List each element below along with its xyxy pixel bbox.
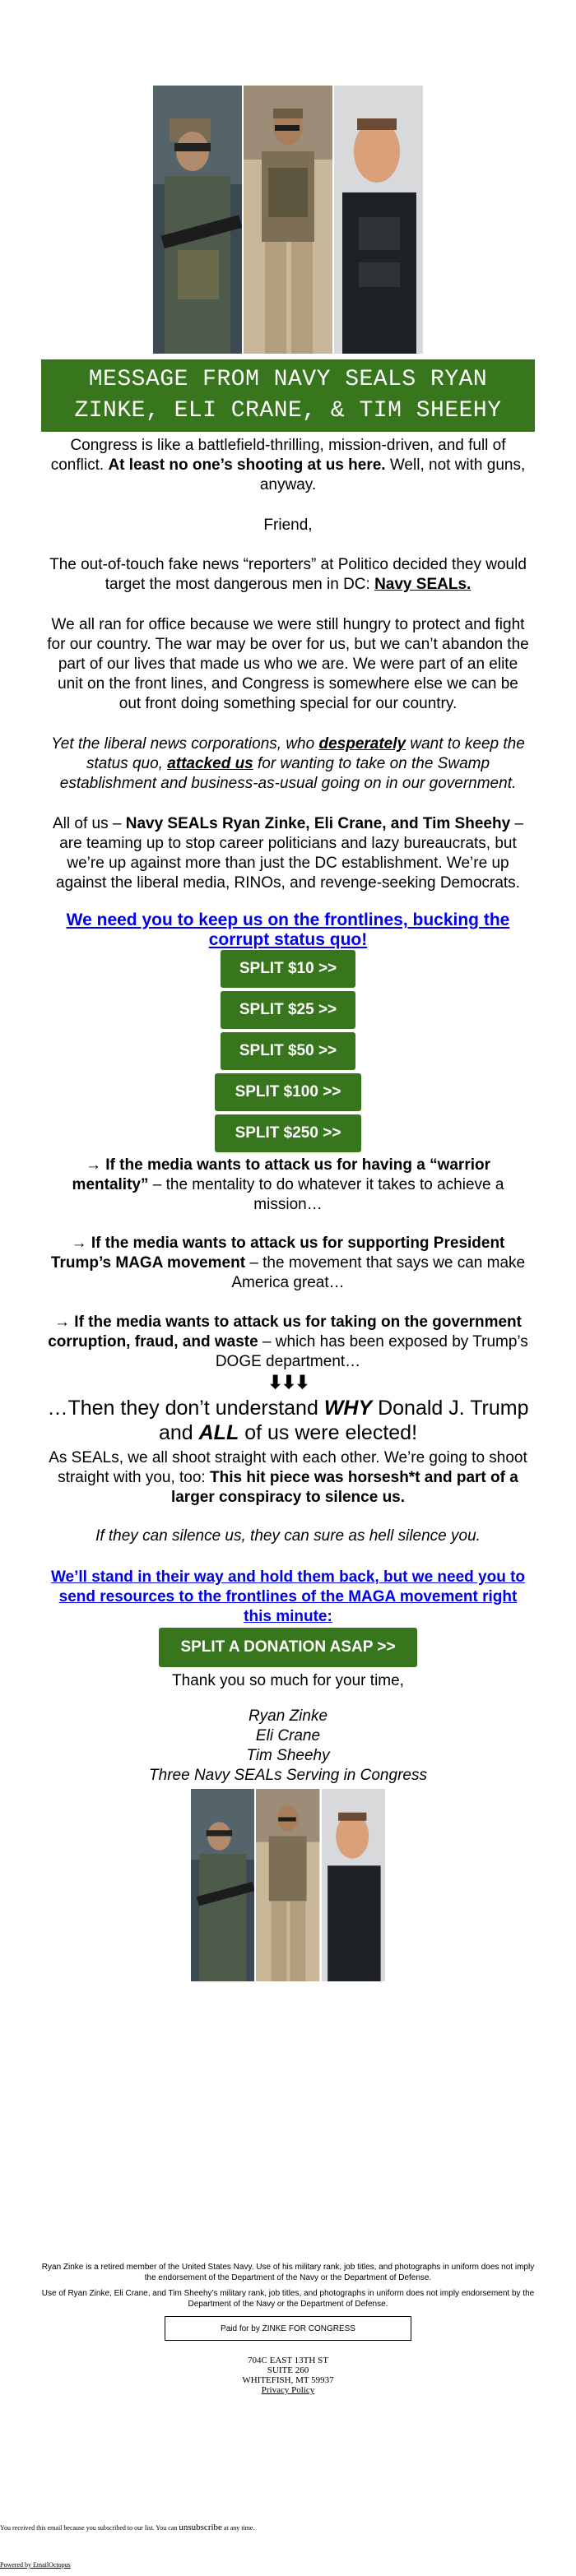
split-100-button[interactable]: SPLIT $100 >>: [215, 1073, 361, 1111]
mailing-address: [0, 2356, 576, 2395]
p6-text: If they can silence us, they can sure as hell silence you.: [95, 1527, 481, 1545]
photo-soldier-desert: [244, 86, 332, 354]
photo-soldier-rifle: [153, 86, 242, 354]
signature-crane: Eli Crane: [255, 1727, 321, 1744]
arrow-point-1: [45, 1156, 531, 1215]
p5-bold: This hit piece was horsesh*t and part of a larger conspiracy to silence us.: [170, 1469, 518, 1506]
arrow2-text: – the movement that says we can make America great…: [231, 1254, 526, 1291]
split-250-button[interactable]: SPLIT $250 >>: [215, 1114, 361, 1152]
paragraph-3: [45, 734, 531, 794]
arrow2-bold: → If the media wants to attack us for supporting President Trump’s MAGA movement: [50, 1235, 505, 1272]
p5-text: As SEALs, we all shoot straight with each other. We’re going to shoot straight with you, too:: [49, 1449, 527, 1486]
powered-by-link[interactable]: Powered by EmailOctopus: [0, 2561, 71, 2569]
signature-caption: Three Navy SEALs Serving in Congress: [149, 1767, 427, 1784]
signature-zinke: Ryan Zinke: [248, 1707, 328, 1725]
p4-text-c: – are teaming up to stop career politicians and lazy bureaucrats, but we’re up against more than just the DC establishment. We’re up against the liberal media, RINOs, and revenge-seeking Democrats.: [56, 815, 523, 892]
intro-paragraph: [45, 436, 531, 495]
photo-soldier-desert-small: [256, 1789, 319, 1981]
big-all: ALL: [198, 1421, 239, 1444]
photo-man-portrait-small: [322, 1789, 385, 1981]
p2-text: We all ran for office because we were still hungry to protect and fight for our country. The war may be over for us, but we can’t abandon the part of our lives that made us who we are. We were part of an elite unit on the front lines, and Congress is somewhere else we can be out front doing something special for our country.: [47, 616, 529, 712]
split-10-button[interactable]: SPLIT $10 >>: [221, 950, 355, 988]
unsub-tail: at any time.: [223, 2524, 255, 2532]
photo-man-portrait: [334, 86, 423, 354]
p4-text-a: All of us –: [53, 815, 122, 832]
paragraph-1: [45, 555, 531, 595]
p3-text-c: want to keep the status quo,: [86, 735, 525, 772]
address-line-3: WHITEFISH, MT 59937: [242, 2375, 334, 2385]
header-photo-strip: [153, 86, 423, 354]
paragraph-5: [45, 1448, 531, 1508]
footer-disclaimers: [41, 2262, 535, 2310]
paid-for-box: Paid for by ZINKE FOR CONGRESS: [165, 2316, 411, 2341]
p4-names: Navy SEALs Ryan Zinke, Eli Crane, and Tim Sheehy: [125, 815, 511, 832]
split-25-button[interactable]: SPLIT $25 >>: [221, 991, 355, 1029]
p1-navy-seals: Navy SEALs.: [374, 576, 471, 593]
cta-link-2-wrap: [45, 1568, 531, 1627]
big-text-a: …Then they don’t understand: [47, 1397, 318, 1420]
greeting: [45, 516, 531, 535]
footer-photo-strip: [191, 1789, 385, 1981]
disclaimer-2: Use of Ryan Zinke, Eli Crane, and Tim Sheehy’s military rank, job titles, and photographs in uniform does not imply endorsement by the Department of the Navy or the Department of Defense.: [41, 2289, 535, 2309]
arrow3-bold: → If the media wants to attack us for taking on the government corruption, fraud, and waste: [48, 1313, 522, 1351]
big-text-c: Donald J. Trump and: [158, 1397, 529, 1444]
intro-bold: At least no one’s shooting at us here.: [108, 456, 386, 474]
split-50-button[interactable]: SPLIT $50 >>: [221, 1032, 355, 1070]
cta-link-2[interactable]: We’ll stand in their way and hold them back, but we need you to send resources to the frontlines of the MAGA movement right this minute:: [50, 1568, 526, 1625]
split-donation-button[interactable]: SPLIT A DONATION ASAP >>: [159, 1628, 417, 1667]
p3-desperately: desperately: [318, 735, 406, 753]
intro-text: Congress is like a battlefield-thrilling, mission-driven, and full of conflict.: [50, 437, 506, 474]
unsubscribe-line: [0, 2523, 254, 2532]
arrow-point-3: [45, 1313, 531, 1372]
photo-soldier-rifle-small: [191, 1789, 254, 1981]
privacy-policy-link[interactable]: Privacy Policy: [261, 2385, 315, 2395]
down-arrows: [45, 1373, 531, 1392]
arrow-point-2: [45, 1234, 531, 1293]
cta-link-1-wrap: [45, 910, 531, 950]
intro-tail: Well, not with guns, anyway.: [259, 456, 526, 493]
big-text-e: of us were elected!: [244, 1421, 418, 1444]
unsub-text: You received this email because you subscribed to our list. You can: [0, 2524, 178, 2532]
greeting-text: Friend,: [263, 517, 313, 534]
paragraph-2: [45, 615, 531, 714]
unsubscribe-link[interactable]: unsubscribe: [179, 2523, 222, 2532]
paragraph-6: [45, 1527, 531, 1546]
p3-attacked-us: attacked us: [167, 755, 253, 772]
paragraph-4: [45, 814, 531, 893]
signature-block: [45, 1707, 531, 1786]
thanks: [45, 1671, 531, 1691]
p3-text-e: for wanting to take on the Swamp establishment and business-as-usual going on in our government.: [59, 755, 517, 792]
arrow1-text: – the mentality to do whatever it takes to achieve a mission…: [152, 1176, 504, 1213]
big-why: WHY: [323, 1397, 373, 1420]
big-statement: [45, 1396, 531, 1445]
address-line-1: 704C EAST 13TH ST: [248, 2356, 328, 2365]
p1-text: The out-of-touch fake news “reporters” at Politico decided they would target the most dangerous men in DC:: [49, 556, 527, 593]
address-line-2: SUITE 260: [267, 2365, 309, 2375]
signature-sheehy: Tim Sheehy: [246, 1747, 330, 1764]
disclaimer-1: Ryan Zinke is a retired member of the United States Navy. Use of his military rank, job titles, and photographs in uniform does not imply the endorsement of the Department of the Navy or the Department of Defense.: [41, 2263, 535, 2282]
cta-link-1[interactable]: We need you to keep us on the frontlines, bucking the corrupt status quo!: [66, 910, 510, 949]
down-arrows-icon: ⬇⬇⬇: [267, 1372, 309, 1392]
thanks-text: Thank you so much for your time,: [172, 1672, 404, 1689]
p3-text-a: Yet the liberal news corporations, who: [51, 735, 315, 753]
arrow1-bold: → If the media wants to attack us for having a “warrior mentality”: [72, 1156, 490, 1193]
arrow3-text: – which has been exposed by Trump’s DOGE department…: [215, 1333, 528, 1370]
banner-title: MESSAGE FROM NAVY SEALS RYAN ZINKE, ELI CRANE, & TIM SHEEHY: [41, 359, 535, 432]
